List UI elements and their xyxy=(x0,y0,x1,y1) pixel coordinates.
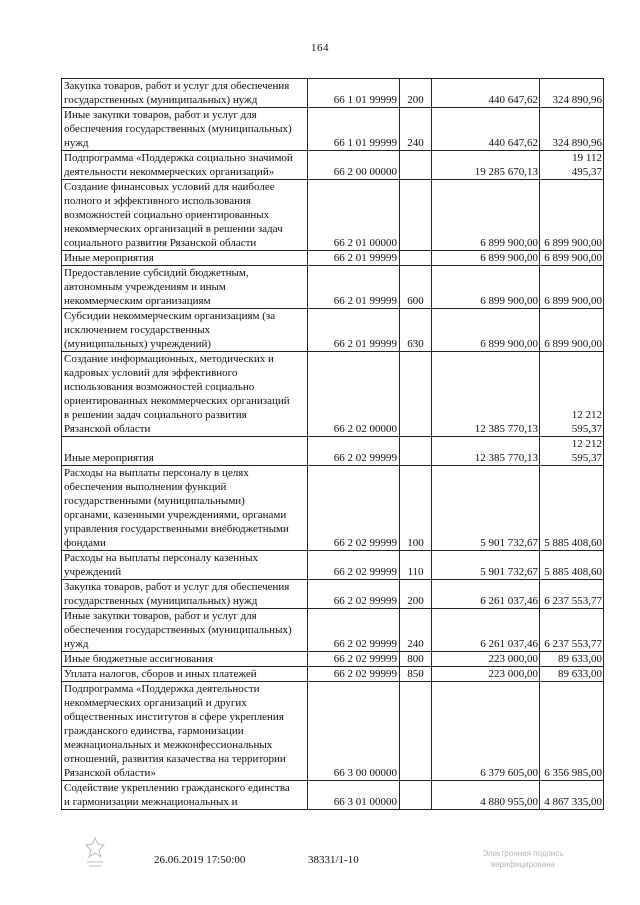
cell-target-article: 66 2 02 99999 xyxy=(308,580,400,609)
cell-target-article: 66 2 00 00000 xyxy=(308,151,400,180)
cell-expense-type xyxy=(400,437,432,466)
cell-amount-second: 89 633,00 xyxy=(540,652,604,667)
table-row xyxy=(62,151,604,180)
cell-name: Предоставление субсидий бюджетным, автономным учреждениям и иным некоммерческим организациям xyxy=(62,266,308,309)
cell-expense-type: 630 xyxy=(400,309,432,352)
cell-expense-type xyxy=(400,352,432,437)
table-row xyxy=(62,108,604,151)
cell-amount-second: 6 237 553,77 xyxy=(540,609,604,652)
cell-amount-second: 6 899 900,00 xyxy=(540,251,604,266)
cell-name: Расходы на выплаты персоналу в целях обеспечения выполнения функций государственными (муниципальными) органами, казенными учреждениями, органами управления государственными внебюджетными фондами xyxy=(62,466,308,551)
budget-table xyxy=(61,78,604,810)
cell-amount-first: 440 647,62 xyxy=(432,108,540,151)
table-row xyxy=(62,352,604,437)
cell-target-article: 66 2 01 00000 xyxy=(308,180,400,251)
table-row xyxy=(62,180,604,251)
table-row xyxy=(62,682,604,781)
cell-expense-type: 800 xyxy=(400,652,432,667)
cell-amount-second: 324 890,96 xyxy=(540,108,604,151)
cell-amount-first: 4 880 955,00 xyxy=(432,781,540,810)
cell-target-article: 66 3 01 00000 xyxy=(308,781,400,810)
table-row xyxy=(62,652,604,667)
cell-amount-second: 6 237 553,77 xyxy=(540,580,604,609)
cell-name: Расходы на выплаты персоналу казенных учреждений xyxy=(62,551,308,580)
cell-expense-type: 200 xyxy=(400,580,432,609)
cell-amount-second: 6 356 985,00 xyxy=(540,682,604,781)
cell-expense-type: 240 xyxy=(400,609,432,652)
cell-name: Подпрограмма «Поддержка социально значимой деятельности некоммерческих организаций» xyxy=(62,151,308,180)
cell-name: Иные закупки товаров, работ и услуг для обеспечения государственных (муниципальных) нужд xyxy=(62,108,308,151)
cell-expense-type xyxy=(400,251,432,266)
cell-amount-first: 6 379 605,00 xyxy=(432,682,540,781)
cell-amount-second: 12 212 595,37 xyxy=(540,437,604,466)
cell-amount-second: 6 899 900,00 xyxy=(540,309,604,352)
cell-expense-type: 240 xyxy=(400,108,432,151)
table-row xyxy=(62,667,604,682)
cell-expense-type xyxy=(400,180,432,251)
table-row xyxy=(62,466,604,551)
cell-target-article: 66 1 01 99999 xyxy=(308,79,400,108)
cell-target-article: 66 2 01 99999 xyxy=(308,309,400,352)
cell-name: Создание финансовых условий для наиболее полного и эффективного использования возможностей социально ориентированных некоммерческих организаций в решении задач социального развития Рязанской области xyxy=(62,180,308,251)
table-row xyxy=(62,551,604,580)
cell-name: Иные закупки товаров, работ и услуг для обеспечения государственных (муниципальных) нужд xyxy=(62,609,308,652)
cell-expense-type xyxy=(400,682,432,781)
table-row xyxy=(62,609,604,652)
page-number: 164 xyxy=(311,42,329,54)
table-row xyxy=(62,251,604,266)
cell-amount-second: 12 212 595,37 xyxy=(540,352,604,437)
cell-expense-type xyxy=(400,781,432,810)
table-row xyxy=(62,309,604,352)
cell-amount-first: 6 899 900,00 xyxy=(432,266,540,309)
cell-name: Иные бюджетные ассигнования xyxy=(62,652,308,667)
table-row xyxy=(62,266,604,309)
cell-expense-type: 200 xyxy=(400,79,432,108)
table-row xyxy=(62,580,604,609)
cell-amount-first: 440 647,62 xyxy=(432,79,540,108)
cell-target-article: 66 2 02 00000 xyxy=(308,352,400,437)
cell-amount-second: 6 899 900,00 xyxy=(540,266,604,309)
cell-target-article: 66 2 01 99999 xyxy=(308,251,400,266)
cell-amount-second: 89 633,00 xyxy=(540,667,604,682)
cell-amount-second: 4 867 335,00 xyxy=(540,781,604,810)
cell-target-article: 66 1 01 99999 xyxy=(308,108,400,151)
cell-expense-type: 850 xyxy=(400,667,432,682)
cell-amount-first: 12 385 770,13 xyxy=(432,352,540,437)
cell-amount-first: 5 901 732,67 xyxy=(432,551,540,580)
cell-amount-first: 19 285 670,13 xyxy=(432,151,540,180)
cell-amount-first: 6 899 900,00 xyxy=(432,309,540,352)
footer-doc-number: 38331/1-10 xyxy=(308,854,359,866)
seal-icon xyxy=(82,836,108,872)
cell-name: Создание информационных, методических и кадровых условий для эффективного использования возможностей социально ориентированных некоммерческих организаций в решении задач социального развития Рязанской области xyxy=(62,352,308,437)
cell-amount-first: 6 899 900,00 xyxy=(432,180,540,251)
table-row xyxy=(62,79,604,108)
cell-name: Закупка товаров, работ и услуг для обеспечения государственных (муниципальных) нужд xyxy=(62,79,308,108)
cell-target-article: 66 2 02 99999 xyxy=(308,667,400,682)
cell-amount-first: 223 000,00 xyxy=(432,667,540,682)
cell-target-article: 66 2 02 99999 xyxy=(308,551,400,580)
cell-name: Закупка товаров, работ и услуг для обеспечения государственных (муниципальных) нужд xyxy=(62,580,308,609)
cell-amount-first: 6 261 037,46 xyxy=(432,580,540,609)
cell-name: Иные мероприятия xyxy=(62,251,308,266)
cell-target-article: 66 2 02 99999 xyxy=(308,652,400,667)
cell-name: Иные мероприятия xyxy=(62,437,308,466)
cell-name: Уплата налогов, сборов и иных платежей xyxy=(62,667,308,682)
cell-amount-first: 6 899 900,00 xyxy=(432,251,540,266)
cell-amount-first: 12 385 770,13 xyxy=(432,437,540,466)
table-row xyxy=(62,781,604,810)
cell-amount-second: 324 890,96 xyxy=(540,79,604,108)
cell-expense-type: 110 xyxy=(400,551,432,580)
cell-amount-first: 223 000,00 xyxy=(432,652,540,667)
cell-expense-type xyxy=(400,151,432,180)
cell-amount-first: 6 261 037,46 xyxy=(432,609,540,652)
cell-name: Субсидии некоммерческим организациям (за исключением государственных (муниципальных) учреждений) xyxy=(62,309,308,352)
cell-expense-type: 600 xyxy=(400,266,432,309)
cell-amount-first: 5 901 732,67 xyxy=(432,466,540,551)
cell-name: Содействие укреплению гражданского единства и гармонизации межнациональных и xyxy=(62,781,308,810)
cell-amount-second: 19 112 495,37 xyxy=(540,151,604,180)
cell-target-article: 66 2 02 99999 xyxy=(308,437,400,466)
cell-target-article: 66 2 01 99999 xyxy=(308,266,400,309)
cell-amount-second: 5 885 408,60 xyxy=(540,551,604,580)
cell-target-article: 66 3 00 00000 xyxy=(308,682,400,781)
footer-date: 26.06.2019 17:50:00 xyxy=(154,854,246,866)
cell-amount-second: 5 885 408,60 xyxy=(540,466,604,551)
cell-target-article: 66 2 02 99999 xyxy=(308,609,400,652)
cell-amount-second: 6 899 900,00 xyxy=(540,180,604,251)
signature-stamp xyxy=(448,848,598,870)
cell-expense-type: 100 xyxy=(400,466,432,551)
table-row xyxy=(62,437,604,466)
cell-target-article: 66 2 02 99999 xyxy=(308,466,400,551)
cell-name: Подпрограмма «Поддержка деятельности некоммерческих организаций и других общественных институтов в сфере укрепления гражданского единства, гармонизации межнациональных и межконфессиональных отношений, развития казачества на территории Рязанской области» xyxy=(62,682,308,781)
stamp-text: Электронная подпись верифицирована xyxy=(482,849,564,869)
